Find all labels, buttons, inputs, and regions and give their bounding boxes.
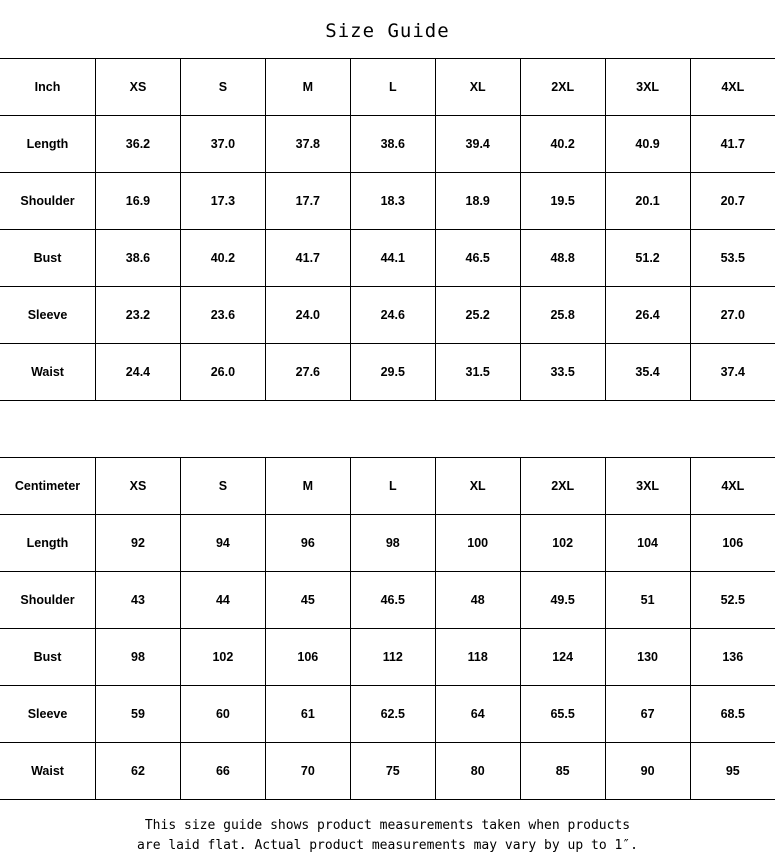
table-cell: 104	[605, 515, 690, 572]
row-label: Waist	[0, 344, 96, 401]
column-header: S	[180, 458, 265, 515]
table-cell: 92	[96, 515, 181, 572]
table-cell: 20.1	[605, 173, 690, 230]
table-cell: 136	[690, 629, 775, 686]
table-cell: 94	[180, 515, 265, 572]
table-cell: 45	[265, 572, 350, 629]
table-cell: 25.8	[520, 287, 605, 344]
table-row	[0, 629, 775, 686]
table-cell: 52.5	[690, 572, 775, 629]
table-cell: 27.0	[690, 287, 775, 344]
table-cell: 98	[96, 629, 181, 686]
column-header: XL	[435, 59, 520, 116]
row-label: Length	[0, 116, 96, 173]
table-cell: 24.6	[350, 287, 435, 344]
table-cell: 124	[520, 629, 605, 686]
table-cell: 43	[96, 572, 181, 629]
table-cell: 24.0	[265, 287, 350, 344]
row-label: Bust	[0, 629, 96, 686]
table-row	[0, 116, 775, 173]
table-cell: 80	[435, 743, 520, 800]
footnote-line-2: are laid flat. Actual product measurements may vary by up to 1″.	[40, 836, 735, 855]
table-row	[0, 515, 775, 572]
table-cell: 18.9	[435, 173, 520, 230]
table-cell: 40.2	[180, 230, 265, 287]
table-cell: 118	[435, 629, 520, 686]
row-label: Length	[0, 515, 96, 572]
table-cell: 37.8	[265, 116, 350, 173]
table-cell: 17.7	[265, 173, 350, 230]
table-row	[0, 344, 775, 401]
table-cell: 106	[690, 515, 775, 572]
table-header-row	[0, 59, 775, 116]
table-cell: 25.2	[435, 287, 520, 344]
column-header: 3XL	[605, 59, 690, 116]
table-cell: 106	[265, 629, 350, 686]
size-table-centimeter	[0, 457, 775, 800]
table-cell: 90	[605, 743, 690, 800]
table-cell: 85	[520, 743, 605, 800]
table-cell: 26.4	[605, 287, 690, 344]
row-label: Shoulder	[0, 572, 96, 629]
table-row	[0, 686, 775, 743]
table-cell: 75	[350, 743, 435, 800]
table-cell: 44.1	[350, 230, 435, 287]
table-row	[0, 287, 775, 344]
table-cell: 51	[605, 572, 690, 629]
unit-label-centimeter: Centimeter	[0, 458, 96, 515]
column-header: XL	[435, 458, 520, 515]
table-cell: 64	[435, 686, 520, 743]
table-gap	[0, 401, 775, 457]
column-header: XS	[96, 59, 181, 116]
table-cell: 40.2	[520, 116, 605, 173]
table-cell: 18.3	[350, 173, 435, 230]
row-label: Sleeve	[0, 686, 96, 743]
column-header: L	[350, 59, 435, 116]
table-cell: 37.0	[180, 116, 265, 173]
row-label: Bust	[0, 230, 96, 287]
table-cell: 51.2	[605, 230, 690, 287]
table-cell: 67	[605, 686, 690, 743]
table-cell: 65.5	[520, 686, 605, 743]
table-cell: 49.5	[520, 572, 605, 629]
column-header: 2XL	[520, 59, 605, 116]
table-cell: 95	[690, 743, 775, 800]
column-header: L	[350, 458, 435, 515]
table-row	[0, 230, 775, 287]
table-cell: 48	[435, 572, 520, 629]
table-row	[0, 743, 775, 800]
table-row	[0, 572, 775, 629]
table-cell: 16.9	[96, 173, 181, 230]
table-cell: 17.3	[180, 173, 265, 230]
table-cell: 61	[265, 686, 350, 743]
page-title: Size Guide	[0, 0, 775, 58]
column-header: S	[180, 59, 265, 116]
table-cell: 130	[605, 629, 690, 686]
column-header: M	[265, 59, 350, 116]
table-cell: 38.6	[350, 116, 435, 173]
table-cell: 62	[96, 743, 181, 800]
column-header: XS	[96, 458, 181, 515]
table-cell: 48.8	[520, 230, 605, 287]
table-cell: 40.9	[605, 116, 690, 173]
table-cell: 62.5	[350, 686, 435, 743]
table-cell: 100	[435, 515, 520, 572]
table-cell: 31.5	[435, 344, 520, 401]
footnote-line-1: This size guide shows product measurements taken when products	[40, 816, 735, 836]
table-cell: 27.6	[265, 344, 350, 401]
table-cell: 37.4	[690, 344, 775, 401]
table-cell: 98	[350, 515, 435, 572]
table-cell: 46.5	[350, 572, 435, 629]
table-cell: 66	[180, 743, 265, 800]
table-cell: 112	[350, 629, 435, 686]
table-cell: 33.5	[520, 344, 605, 401]
table-cell: 102	[180, 629, 265, 686]
size-table-inch	[0, 58, 775, 401]
table-cell: 46.5	[435, 230, 520, 287]
column-header: 4XL	[690, 458, 775, 515]
table-header-row	[0, 458, 775, 515]
unit-label-inch: Inch	[0, 59, 96, 116]
table-cell: 41.7	[690, 116, 775, 173]
table-cell: 41.7	[265, 230, 350, 287]
table-row	[0, 173, 775, 230]
table-cell: 102	[520, 515, 605, 572]
table-cell: 53.5	[690, 230, 775, 287]
table-cell: 59	[96, 686, 181, 743]
column-header: M	[265, 458, 350, 515]
row-label: Sleeve	[0, 287, 96, 344]
row-label: Waist	[0, 743, 96, 800]
table-cell: 60	[180, 686, 265, 743]
column-header: 3XL	[605, 458, 690, 515]
table-cell: 19.5	[520, 173, 605, 230]
table-cell: 96	[265, 515, 350, 572]
table-cell: 29.5	[350, 344, 435, 401]
table-cell: 23.2	[96, 287, 181, 344]
column-header: 4XL	[690, 59, 775, 116]
table-cell: 36.2	[96, 116, 181, 173]
table-cell: 26.0	[180, 344, 265, 401]
column-header: 2XL	[520, 458, 605, 515]
footnote	[0, 800, 775, 855]
table-cell: 20.7	[690, 173, 775, 230]
table-cell: 68.5	[690, 686, 775, 743]
table-cell: 39.4	[435, 116, 520, 173]
table-cell: 44	[180, 572, 265, 629]
table-cell: 24.4	[96, 344, 181, 401]
table-cell: 70	[265, 743, 350, 800]
table-cell: 35.4	[605, 344, 690, 401]
row-label: Shoulder	[0, 173, 96, 230]
table-cell: 23.6	[180, 287, 265, 344]
table-cell: 38.6	[96, 230, 181, 287]
